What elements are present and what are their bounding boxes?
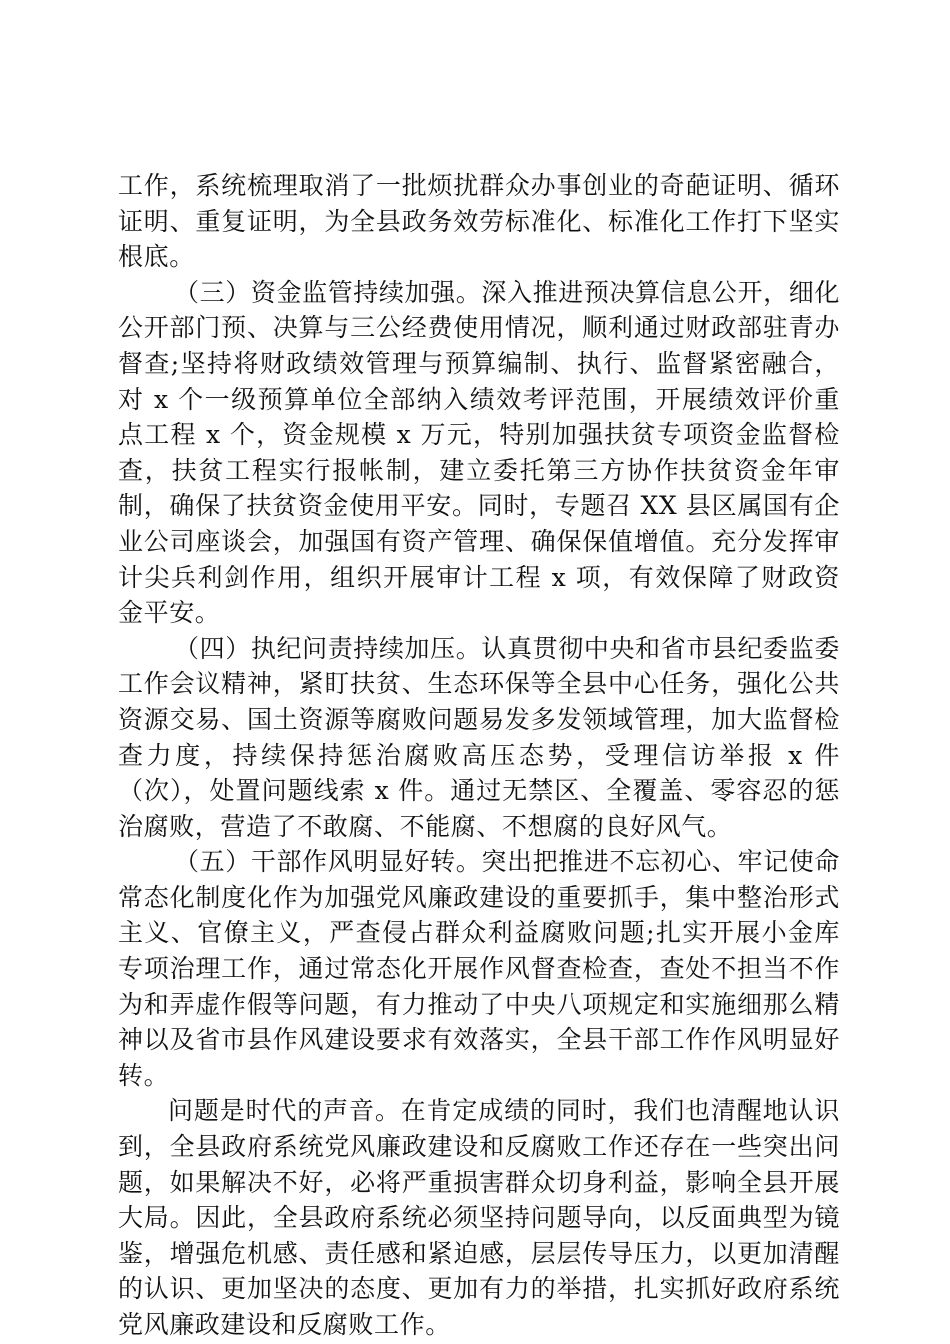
paragraph-cadre-style: （五）干部作风明显好转。突出把推进不忘初心、牢记使命常态化制度化作为加强党风廉政建设的重要抓手，集中整治形式主义、官僚主义，严查侵占群众利益腐败问题;扎实开展小金库专项治理工作，通过常态化开展作风督查检查，查处不担当不作为和弄虚作假等问题，有力推动了中央八项规定和实施细那么精神以及省市县作风建设要求有效落实，全县干部工作作风明显好转。	[118, 847, 840, 1090]
paragraph-continuation: 工作，系统梳理取消了一批烦扰群众办事创业的奇葩证明、循环证明、重复证明，为全县政务效劳标准化、标准化工作打下坚实根底。	[118, 171, 840, 272]
paragraph-fund-supervision: （三）资金监管持续加强。深入推进预决算信息公开，细化公开部门预、决算与三公经费使用情况，顺利通过财政部驻青办督查;坚持将财政绩效管理与预算编制、执行、监督紧密融合，对 x 个一级预算单位全部纳入绩效考评范围，开展绩效评价重点工程 x 个，资金规模 x 万元，特别加强扶贫专项资金监督检查，扶贫工程实行报帐制，建立委托第三方协作扶贫资金年审制，确保了扶贫资金使用平安。同时，专题召 XX 县区属国有企业公司座谈会，加强国有资产管理、确保保值增值。充分发挥审计尖兵利剑作用，组织开展审计工程 x 项，有效保障了财政资金平安。	[118, 277, 840, 628]
paragraph-discipline-accountability: （四）执纪问责持续加压。认真贯彻中央和省市县纪委监委工作会议精神，紧盯扶贫、生态环保等全县中心任务，强化公共资源交易、国土资源等腐败问题易发多发领域管理，加大监督检查力度，持续保持惩治腐败高压态势，受理信访举报 x 件（次），处置问题线索 x 件。通过无禁区、全覆盖、零容忍的惩治腐败，营造了不敢腐、不能腐、不想腐的良好风气。	[118, 633, 840, 841]
paragraph-problems: 问题是时代的声音。在肯定成绩的同时，我们也清醒地认识到，全县政府系统党风廉政建设和反腐败工作还存在一些突出问题，如果解决不好，必将严重损害群众切身利益，影响全县开展大局。因此，全县政府系统必须坚持问题导向，以反面典型为镜鉴，增强危机感、责任感和紧迫感，层层传导压力，以更加清醒的认识、更加坚决的态度、更加有力的举措，扎实抓好政府系统党风廉政建设和反腐败工作。	[118, 1096, 840, 1339]
document-body	[118, 168, 840, 1343]
